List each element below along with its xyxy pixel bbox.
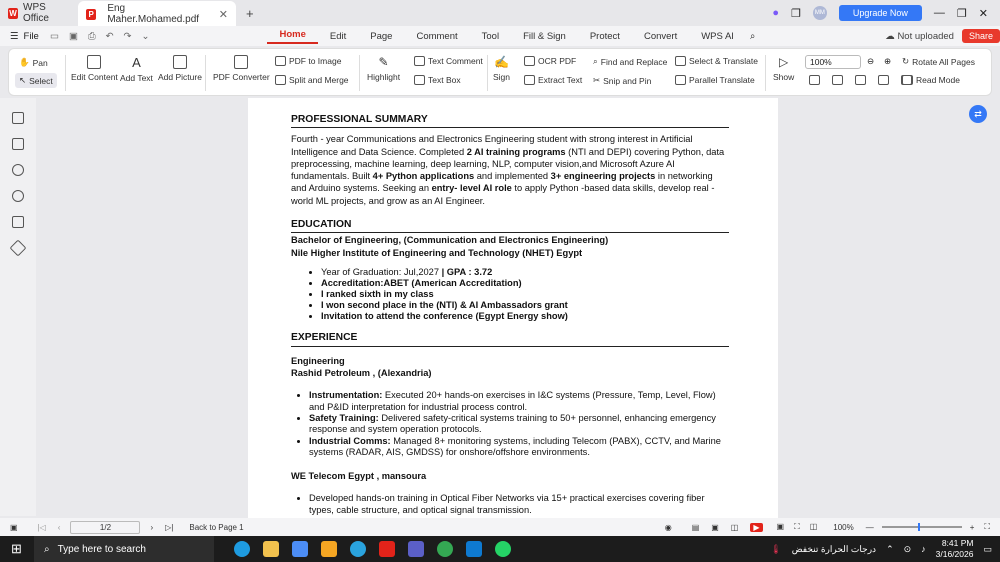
page-content [291, 114, 729, 518]
prev-page-icon[interactable]: ‹ [57, 522, 61, 532]
divider [205, 55, 206, 91]
fit-width-icon[interactable] [832, 75, 843, 85]
attachment-icon[interactable] [12, 190, 24, 202]
fit-icon[interactable]: ⛶ [984, 522, 990, 531]
file-menu[interactable]: ☰ File [10, 30, 39, 42]
list-item: • I ranked sixth in my class [321, 289, 729, 300]
split-merge-button[interactable]: Split and Merge [275, 75, 349, 85]
zoom-slider-thumb[interactable] [918, 523, 920, 531]
wps-home-tab[interactable]: W WPS Office [9, 2, 49, 24]
network-icon[interactable]: ⊙ [903, 543, 912, 554]
bookmark-icon[interactable] [12, 112, 24, 124]
tab-tool[interactable]: Tool [481, 30, 500, 42]
tab-comment[interactable]: Comment [416, 30, 458, 42]
menu-bar [0, 26, 1000, 46]
extract-text-button[interactable]: Extract Text [524, 75, 582, 85]
parallel-translate-icon [675, 75, 686, 85]
pdf-to-image-button[interactable]: PDF to Image [275, 56, 341, 66]
list-item: • Instrumentation: Executed 20+ hands-on exercises in I&C systems (Pressure, Temp, Level, Flow) and P&ID interpretation for industrial process control. [309, 390, 729, 413]
sidebar-toggle-icon[interactable]: ▣ [10, 522, 18, 532]
pdf-converter-button[interactable]: PDF Converter [213, 55, 270, 82]
title-bar [0, 0, 1000, 26]
thumbnail-icon[interactable] [12, 138, 24, 150]
text-comment-icon [414, 56, 425, 66]
vscode-icon[interactable] [466, 541, 482, 557]
add-text-icon: A [132, 55, 141, 70]
add-picture-button[interactable]: Add Picture [158, 55, 202, 82]
institute: Nile Higher Institute of Engineering and Technology (NHET) Egypt [291, 247, 583, 258]
job-company: Rashid Petroleum , (Alexandria) [291, 368, 432, 379]
layers-icon[interactable] [10, 240, 27, 257]
job2-company: WE Telecom Egypt , mansoura [291, 471, 427, 482]
file-explorer-icon[interactable] [263, 541, 279, 557]
pdf-icon: P [86, 9, 96, 20]
text-comment-button[interactable]: Text Comment [414, 56, 483, 66]
translate-icon [675, 56, 686, 66]
text-box-icon [414, 75, 425, 85]
chrome-icon[interactable] [437, 541, 453, 557]
continuous-icon[interactable] [901, 75, 912, 85]
ocr-pdf-button[interactable]: OCR PDF [524, 56, 576, 66]
status-zoom[interactable]: 100% [833, 522, 854, 532]
job-title: Engineering [291, 355, 345, 366]
fullscreen-icon[interactable]: ▣⛶◫ [776, 522, 828, 531]
highlight-button[interactable]: ✎ Highlight [367, 55, 401, 82]
highlighter-icon: ✎ [378, 55, 389, 69]
cursor-icon: ↖ [19, 75, 27, 85]
document-tab[interactable]: P Eng Maher.Mohamed.pdf ✕ [78, 1, 236, 27]
close-window-icon[interactable]: ✕ [978, 7, 988, 20]
degree: Bachelor of Engineering, (Communication and Electronics Engineering) [291, 235, 609, 246]
find-icon: ⌕ [593, 56, 598, 66]
zoom-slider[interactable] [882, 526, 962, 528]
job2-list [291, 493, 729, 516]
pdf-page [248, 98, 778, 518]
experience-heading: EXPERIENCE [291, 332, 729, 346]
select-translate-button[interactable]: Select & Translate [675, 56, 758, 66]
eye-icon[interactable]: ◉ [664, 522, 672, 532]
two-page-icon[interactable] [878, 75, 889, 85]
rotate-icon: ↻ [902, 56, 910, 66]
education-heading: EDUCATION [291, 219, 729, 233]
save-icon[interactable]: ▣ [68, 30, 78, 42]
avatar[interactable]: MM [813, 6, 827, 20]
tray-chevron-icon[interactable]: ⌃ [886, 543, 894, 554]
share-button[interactable]: Share [962, 29, 1000, 43]
first-page-icon[interactable]: |◁ [37, 522, 46, 532]
print-icon[interactable]: ⎙ [87, 30, 96, 42]
zoom-out-icon[interactable]: ⊖ [867, 56, 875, 66]
status-zoom-in-icon[interactable]: + [969, 522, 975, 532]
store-icon[interactable] [292, 541, 308, 557]
tab-close-icon[interactable]: ✕ [218, 8, 228, 21]
wps-icon[interactable] [379, 541, 395, 557]
minimize-icon[interactable]: — [933, 7, 945, 19]
cloud-icon: ☁ [885, 30, 898, 42]
education-list [291, 267, 729, 322]
divider [487, 55, 488, 91]
view-icons: ▤▣◫ [691, 522, 751, 532]
read-mode-button[interactable]: Read Mode [902, 75, 960, 85]
converter-icon [234, 55, 248, 69]
divider [765, 55, 766, 91]
wps-logo-icon: W [9, 8, 17, 18]
telegram-icon[interactable] [350, 541, 366, 557]
picture-icon [173, 55, 187, 69]
cloud-status[interactable]: ☁ Not uploaded [885, 30, 954, 42]
play-icon: ▷ [779, 55, 789, 69]
list-item: • Developed hands-on training in Optical Fiber Networks via 15+ practical exercises covering fiber types, cable structure, and optical signal transmission. [309, 493, 729, 516]
quick-access [50, 31, 149, 42]
find-replace-button[interactable]: ⌕ Find and Replace [593, 56, 668, 67]
fit-page-icon[interactable] [809, 75, 820, 85]
divider [359, 55, 360, 91]
signature-icon[interactable] [12, 216, 24, 228]
clock[interactable]: 8:41 PM 3/16/2026 [935, 538, 974, 559]
upgrade-button[interactable]: Upgrade Now [839, 5, 922, 21]
summary-heading: PROFESSIONAL SUMMARY [291, 114, 729, 128]
ocr-icon [524, 56, 535, 66]
play-icon[interactable]: ▶ [750, 523, 762, 532]
volume-icon[interactable]: ♪ [921, 544, 926, 554]
text-box-button[interactable]: Text Box [414, 75, 461, 85]
pan-button[interactable]: ✋ Pan [19, 57, 48, 68]
new-tab-icon[interactable]: + [246, 5, 254, 21]
weather-text[interactable]: درجات الحرارة تنخفض [791, 543, 877, 554]
edit-content-icon [87, 55, 101, 69]
tab-wps-ai[interactable]: WPS AI [701, 30, 734, 42]
scissors-icon: ✂ [593, 75, 601, 85]
app-icon[interactable] [321, 541, 337, 557]
windows-taskbar [0, 536, 1000, 562]
windows-start-icon[interactable]: ⊞ [11, 541, 22, 556]
system-tray [770, 538, 1000, 560]
list-item: • Accreditation:ABET (American Accreditation) [321, 278, 729, 289]
list-item: • Safety Training: Delivered safety-critical systems training to 50+ personnel, enhancing emergency response and system operation protocols. [309, 413, 729, 436]
snip-pin-button[interactable]: ✂ Snip and Pin [593, 75, 652, 86]
more-icon[interactable]: ⌄ [141, 30, 150, 42]
tab-page[interactable]: Page [370, 30, 393, 42]
redo-icon[interactable]: ↷ [123, 30, 132, 42]
translate-float-button[interactable] [969, 105, 987, 123]
edge-icon[interactable] [234, 541, 250, 557]
zoom-select[interactable]: 100% [805, 55, 861, 69]
tab-convert[interactable]: Convert [643, 30, 678, 42]
divider [65, 55, 66, 91]
image-icon [275, 56, 286, 66]
ribbon-toolbar [8, 48, 992, 96]
whatsapp-icon[interactable] [495, 541, 511, 557]
rotate-all-button[interactable]: ↻ Rotate All Pages [902, 56, 975, 67]
status-zoom-out-icon[interactable]: — [865, 522, 874, 532]
open-icon[interactable]: ▭ [50, 30, 59, 42]
summary-paragraph: Fourth - year Communications and Electronics Engineering student with strong interest in Artificial Intelligence and Data Science. Completed 2 AI training programs (NTI and DEPI) covering Python, data preprocessing, machine learning, deep learning, NLP, computer vision,and Microsoft Azure AI fundamentals. Built 4+ Python applications and implemented 3+ engineering projects in networking and Arduino systems. Seeking an entry- level AI role to apply Python -based data skills, develop real -world ML projects, and grow as an AI Engineer. [291, 134, 725, 206]
tab-edit[interactable]: Edit [329, 30, 347, 42]
maximize-icon[interactable]: ❐ [956, 7, 967, 20]
view-tools [809, 75, 912, 85]
next-page-icon[interactable]: › [150, 522, 154, 532]
back-to-page-link[interactable]: Back to Page 1 [189, 522, 244, 532]
undo-icon[interactable]: ↶ [105, 30, 114, 42]
search-icon[interactable]: ⌕ [749, 30, 756, 42]
hand-icon: ✋ [19, 57, 30, 67]
left-sidebar [0, 98, 36, 516]
hamburger-icon: ☰ [10, 30, 19, 42]
page-number-input[interactable]: 1/2 [70, 521, 140, 534]
parallel-translate-button[interactable]: Parallel Translate [675, 75, 755, 85]
select-button[interactable]: ↖ Select [15, 73, 57, 88]
edit-content-button[interactable]: Edit Content [71, 55, 118, 82]
status-bar [0, 518, 1000, 536]
tab-protect[interactable]: Protect [589, 30, 620, 42]
extract-text-icon [524, 75, 535, 85]
tab-home[interactable]: Home [267, 29, 317, 44]
taskbar-apps [234, 541, 511, 557]
list-item: • Year of Graduation: Jul,2027 | GPA : 3.72 [321, 267, 729, 278]
search-icon: ⌕ [44, 543, 50, 555]
assistant-icon[interactable]: ● [772, 7, 779, 19]
list-item: • Invitation to attend the conference (Egypt Energy show) [321, 311, 729, 322]
translate-icon: ⇄ [974, 108, 982, 119]
thermometer-icon: 🌡 [770, 543, 782, 554]
split-icon [275, 75, 286, 85]
add-text-button[interactable]: A Add Text [120, 55, 153, 83]
job1-list [291, 390, 729, 458]
sign-button[interactable]: ✍ Sign [493, 55, 511, 82]
tab-fill-sign[interactable]: Fill & Sign [523, 30, 566, 42]
single-page-icon[interactable] [855, 75, 866, 85]
taskbar-search[interactable]: ⌕ Type here to search [34, 536, 214, 562]
comment-icon[interactable] [12, 164, 24, 176]
last-page-icon[interactable]: ▷| [165, 522, 174, 532]
teams-icon[interactable] [408, 541, 424, 557]
show-button[interactable]: ▷ Show [773, 55, 795, 82]
zoom-in-icon[interactable]: ⊕ [884, 56, 892, 66]
list-item: • I won second place in the (NTI) & AI Ambassadors grant [321, 300, 729, 311]
window-mode-icon[interactable]: ❐ [791, 7, 801, 20]
sign-icon: ✍ [494, 55, 509, 69]
notification-icon[interactable]: ▭ [983, 543, 992, 554]
list-item: • Industrial Comms: Managed 8+ monitoring systems, including Telecom (PABX), CCTV, and Marine systems (RADAR, AIS, GMDSS) for onshore/offshore environments. [309, 436, 729, 459]
